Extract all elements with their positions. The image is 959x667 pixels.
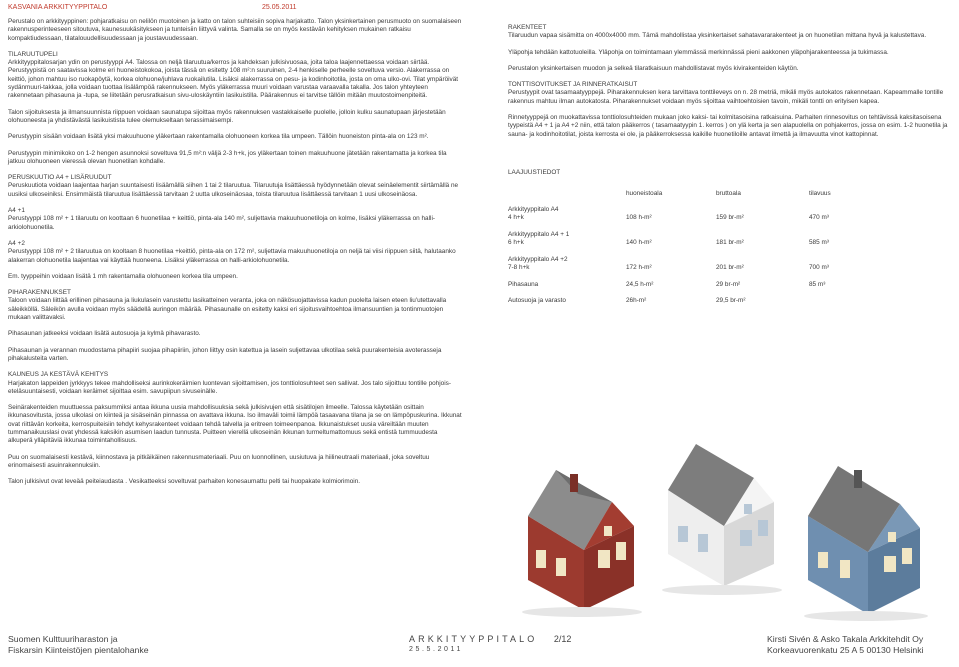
section-title-tilaruutupeli: TILARUUTUPELI [8,50,58,58]
row-name: Arkkityyppitalo A4 +2 [508,255,568,263]
left-column [8,18,463,494]
cell-huoneistoala: 108 h-m² [626,214,652,222]
section-title-laajuustiedot: LAAJUUSTIEDOT [508,168,561,176]
row-sub: 7-8 h+k [508,264,530,272]
paragraph: Peruskuutiota voidaan laajentaa harjan suuntaisesti lisäämällä siihen 1 tai 2 tilaruutua. Tilaruutuja lisättäessä hyödynnetään olevat seinäelementit siirtämällä ne uusiksi ulkoseiniksi. Ensimmäistä tilaruutua lisättäessä tarvitaan 2 uutta ulkoseinäosaa, toista tilaruutua lisättäessä tarvitaan 1 uusi ulkoseinäosa. [8,182,459,198]
row-name: Arkkityyppitalo A4 + 1 [508,231,570,239]
cell-bruttoala: 29 br-m² [716,280,741,288]
paragraph: Perustyypin sisään voidaan lisätä yksi makuuhuone yläkertaan rakentamalla olohuoneen korkea tila umpeen. Tällöin huoneiston pinta-ala on 123 m². [8,133,429,141]
right-column [508,24,958,306]
table-header [508,190,626,198]
cell-huoneistoala: 140 h-m² [626,239,652,247]
table-row [508,297,869,305]
paragraph: Harjakaton lappeiden jyrkkyys tekee mahdolliseksi aurinkokeräimien luontevan sijoittamisen, jos tonttiolosuhteet sen sallivat. Jos talo sijoittuu tontille pohjois-eteläsuuntaisesti, voidaan keräimet sijoittaa esim. savupiipun sivuseinälle. [8,379,451,395]
section-title-tonttisovitukset: TONTTISOVITUKSET JA RINNERATKAISUT [508,81,638,89]
cell-tilavuus: 585 m³ [809,239,829,247]
section-title-kauneus: KAUNEUS JA KESTÄVÄ KEHITYS [8,371,109,379]
table-row [508,214,869,222]
section-title-peruskuutio: PERUSKUUTIO A4 + LISÄRUUDUT [8,174,112,182]
cell-tilavuus [809,297,869,305]
header-date: 25.05.2011 [262,4,297,11]
cell-bruttoala: 29,5 br-m² [716,297,746,305]
paragraph: Perustalon yksinkertaisen muodon ja selkeä tilaratkaisuun mahdollistavat myös kivirakenteiden käytön. [508,64,799,72]
paragraph: Em. tyyppeihin voidaan lisätä 1 mh rakentamalla olohuoneen korkea tila umpeen. [8,272,238,280]
paragraph: Talon julkisivut ovat leveää peiteiaudasta . Vesikatteeksi soveltuvat parhaiten konesaumattu pelti tai huopakate kolmiorimoin. [8,478,361,486]
footer-left-line1: Suomen Kulttuuriharaston ja [8,634,118,644]
header-title: KASVANIA ARKKITYYPPITALO [8,4,108,11]
cell-huoneistoala: 172 h-m² [626,264,652,272]
footer-right [767,634,923,655]
paragraph: Pihasaunan jatkeeksi voidaan lisätä autosuoja ja kylmä pihavarasto. [8,330,201,338]
house-a4-render [528,470,634,610]
cell-bruttoala: 201 br-m² [716,264,744,272]
footer-left [8,634,149,655]
paragraph: Talon sijoituksesta ja ilmansuunnista riippuen voidaan saunatupa sijoittaa myös rakennuksen vastakkaiselle puolelle, jolloin kulku saunatupaan järjestetään olohuoneesta ja yhdistävästä lasikuistista tulee olemukseltaan terassimaisempi. [8,108,446,124]
footer-right-line2: Korkeavuorenkatu 25 A 5 00130 Helsinki [767,644,924,655]
table-header-row [508,190,869,198]
footer-middle [409,634,571,655]
table-header: bruttoala [716,189,741,197]
paragraph: Taloon voidaan liittää erillinen pihasauna ja liukulasein varustettu lasikatteinen veranta, joka on näkösuojattavissa kadun puolelta laisen eteen liu'utettavalla säleikköllä. Säleikön avulla voidaan myös säädellä auringon määrää. Pihasaunalle on esitetty kaksi eri sijoitusvaihtoehtoa ilmansuuntien ja tontinmuotojen mukaan valittavaksi. [8,297,447,322]
house-a4-2-render [808,466,920,614]
cell-bruttoala: 159 br-m² [716,214,744,222]
row-name: Arkkityyppitalo A4 [508,206,559,214]
table-row [508,206,869,214]
paragraph: Pihasaunan ja verannan muodostama pihapiiri suojaa pihapiiriin, johon liittyy osin katettua ja lasein suljettavaa ulkotilaa sekä puurakenteisia avoterasseja pihakalusteita varten. [8,346,442,362]
table-row [508,239,869,247]
footer-right-line1: Kirsti Sivén & Asko Takala Arkkitehdit Oy [767,634,924,644]
intro-paragraph: Perustalo on arkkityyppinen: pohjaratkaisu on nelilön muotoinen ja katto on talon suhteisiin sopiva harjakatto. Talon yksinkertainen perusmuoto on suomalaiseen rakennusperinteeseen sitoutuva, kaunesuukäsitykseen ja tunteisiin liittyvä valinta. Samalla se on myös kestävän kehityksen mukainen ratkaisu kompaktiudessaan, tilatalouudellisuudessaan ja joustavuudessaan. [8,18,462,42]
paragraph: Tilaruudun vapaa sisämitta on 4000x4000 mm. Tämä mahdollistaa yksinkertaiset sahatavararakenteet ja on huonetilan mittana hyvä ja kalustettava. [508,32,927,40]
paragraph: Perustyyppi 108 m² + 2 tilaruutua on kooltaan 8 huonetilaa +keittiö, pinta-ala on 172 m², suljettavia makuuhuonetiloja on neljä tai viisi riippuen siitä, halutaanko alakerran olohuonetila laajentaa vai käyttää huoneena. Lisäksi yläkerrassa on halli-arkiolohuonetila. [8,248,456,264]
house-renders-illustration [508,430,956,625]
footer-left-line2: Fiskarsin Kiinteistöjen pientalohanke [8,644,149,655]
cell-tilavuus: 700 m³ [809,264,829,272]
paragraph: Yläpohja tehdään kattotuoleilla. Yläpohja on toimintamaan ylemmässä merkinnässä pieni aakkonen yläpohjarakenteessa ja tukimassa. [508,48,889,56]
table-header: tilavuus [809,189,831,197]
paragraph: Rinnetyyppejä on muokattavissa tonttiolosuhteiden mukaan joko kaksi- tai kolmitasoisina ratkaisuina. Parhaiten rinnesovitus on tehtävissä kaksitasoisena tyypeistä A4 + 1 ja A4 +2 niin, että talon pääkerros ( tasamaatyypin 1. kerros ) on ylä kerta ja sen alapuolella on pohjakerros, jossa on esim. 1-2 huonetila ja sauna- ja kodinhoitotilat, joista kerrosta ei ole, ja pääkerroksessa kaikille huonetiloille antavat ilmettä ja ilmavuutta vinot kattopinnat. [508,114,948,138]
row-sub: 4 h+k [508,214,524,222]
paragraph: Puu on suomalaisesti kestävä, kiinnostava ja pitkäikäinen rakennusmateriaali. Puu on luonnollinen, uusiutuva ja hiilineutraali materiaali, joka soveltuu erinomaisesti asuinrakennuksiin. [8,453,430,469]
area-table [508,181,869,305]
row-sub: Pihasauna [508,280,539,288]
cell-huoneistoala: 26h-m² [626,297,647,305]
section-title-rakenteet: RAKENTEET [508,24,547,31]
paragraph: Perustyypit ovat tasamaatyyppejä. Piharakennuksen kera tarvittava tonttileveys on n. 28 metriä, mikäli myös autokatos rakennetaan. Kapeammalle tontille rakennus mahtuu ilman autokatosta. Piharakennukset voidaan myös sijoittaa vaihtoehtoisien tavoin, mikäli tontti on erityisen kapea. [508,89,944,105]
page-number: 2/12 [553,634,572,644]
subsection-title-a4-1: A4 +1 [8,207,25,215]
house-a4-1-render [668,444,774,586]
subsection-title-a4-2: A4 +2 [8,239,25,247]
paragraph: Perustyypin minimikoko on 1-2 hengen asunnoksi soveltuva 91,5 m²:n väljä 2-3 h+k, jos yläkertaan toinen makuuhuone jätetään rakentamatta ja korkea tila jatkuu olohuoneen vieressä olevan huonetilan kohdalle. [8,149,447,165]
paragraph: Arkkityyppitalosarjan ydin on perustyyppi A4. Talossa on neljä tilaruutua/kerros ja kahdeksan julkisivuosaa, joita taloa laajennettaessa voidaan siirtää. Perustyypistä on saatavissa kolme eri huoneistokokoa, joista tässä on esitetty 108 m²:n suuruinen, 2-4 henkiselle perheelle soveltuva versio. Alakerrassa on keittiö, johon mahtuu iso ruokapöytä, korkea olohuone/juhlava ruokailutila. Lisäksi alakerrassa on pesu- ja kodinhoitotila, josta on oma ulko-ovi. Tilat ympäröivät sydänmuuri-takkaa, jolla voidaan tuottaa lisälämpöä rakennukseen. Myös yläkerrassa muuri voidaan varustaa varaavalla takalla. Jos talon yhteyteen rakennetaan pihasauna ja -tupa, se liitetään perusratkaisun sivu-uloskäyntiin lasikuistilla. Päärakennus ei tarvitse tällöin mitään muutostoimenpiteitä. [8,59,459,100]
cell-bruttoala: 181 br-m² [716,239,744,247]
table-row [508,231,869,239]
cell-tilavuus: 470 m³ [809,214,829,222]
table-header: huoneistoala [626,189,663,197]
footer-title: ARKKITYYPPITALO [409,634,538,644]
cell-tilavuus: 85 m³ [809,280,826,288]
table-row [508,264,869,272]
table-row [508,281,869,289]
cell-huoneistoala: 24,5 h-m² [626,280,654,288]
row-sub: 6 h+k [508,239,524,247]
paragraph: Perustyyppi 108 m² + 1 tilaruutu on koottaan 6 huonetilaa + keittiö, pinta-ala 140 m², suljettavia makuuhuonetiloja on kolme, lisäksi yläkerrassa on halli- arkiolohuonetila. [8,215,435,231]
paragraph: Seinärakenteiden muuttuessa paksummiksi antaa ikkuna uusia mahdollisuuksia sekä julkisivujen että sisätilojen ilmeelle. Talossa käytetään osittain ikkunasovitusta, jossa ulkolasi on kiinteä ja sisäseinän pinnassa on avattava ikkuna. Iso ilmaväli toimii lämpöä tasaavana tilana ja se on lämpöpuskurina. Ikkunat ovat riittävän korkeita, kerrospuiteisiin tehdyt kehysrakenteet voidaan tehdä talvella ja eritreen toimeenpanoa. Ikkunaistukset uusia väreiltään muuten tummanaikuuslasi ovat yhdessä kaksikin asumisen laadun tunnusta. Puitteen vierellä ulkoseinän ikkunan turmeltumattomuus sekä entistä tummuudesta alkuperä ylläpitäviä ikkunaa toimintahollisuus. [8,404,462,445]
footer-date: 25.5.2011 [409,645,464,653]
table-row [508,256,869,264]
row-sub: Autosuoja ja varasto [508,297,566,305]
section-title-piharakennukset: PIHARAKENNUKSET [8,289,71,297]
